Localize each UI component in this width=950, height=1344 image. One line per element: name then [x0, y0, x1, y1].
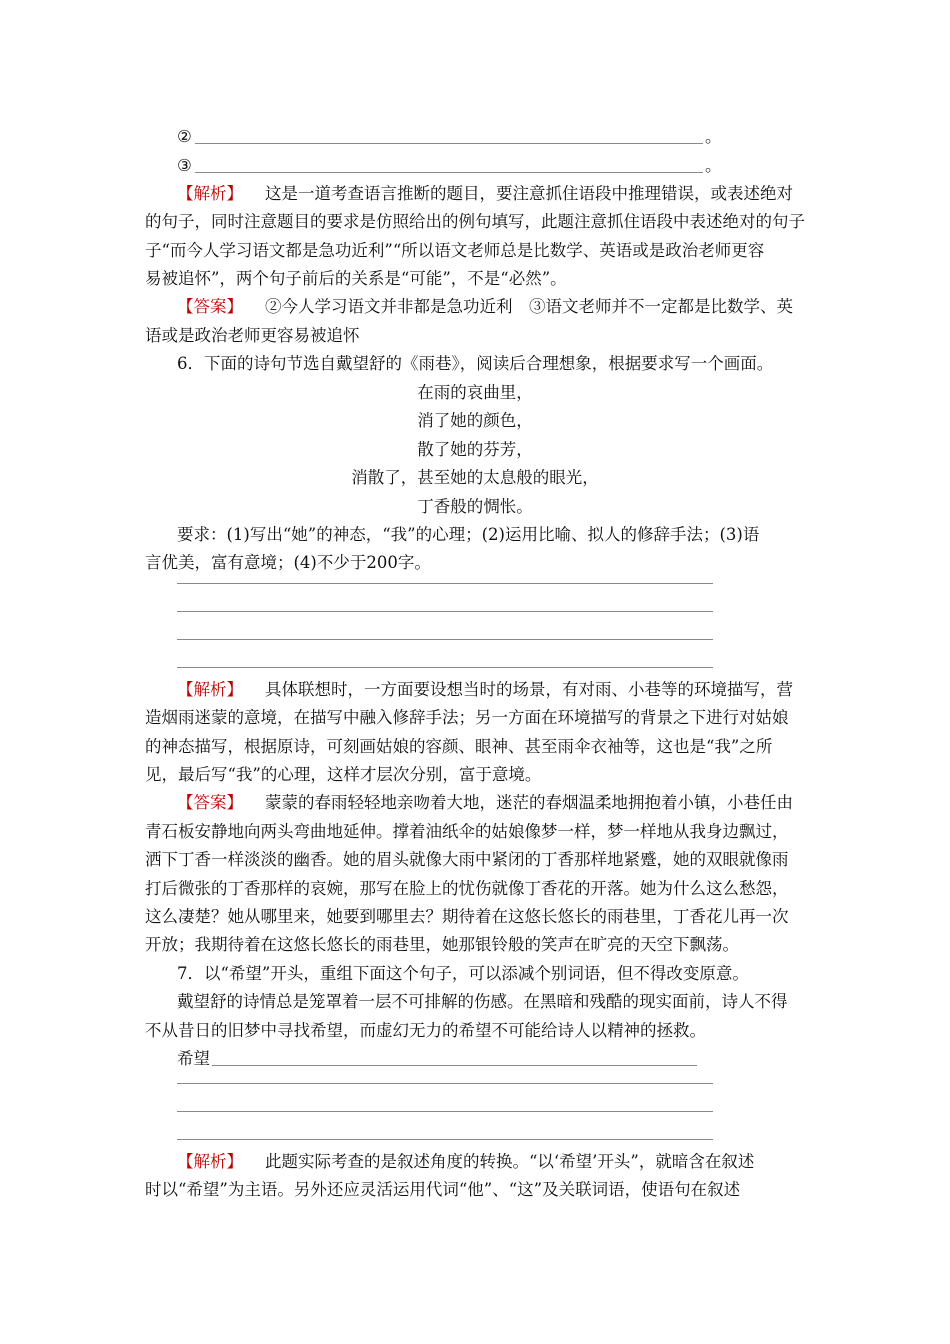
q6-analysis-line-1: 【解析】 具体联想时，一方面要设想当时的场景，有对雨、小巷等的环境描写，营	[177, 680, 793, 699]
poem-line-3: 散了她的芬芳，	[417, 440, 533, 459]
poem-line-5: 丁香般的惆怅。	[417, 497, 533, 516]
poem-line-4: 消散了，甚至她的太息般的眼光，	[351, 468, 599, 487]
q5-analysis-line-1: 【解析】 这是一道考查语言推断的题目，要注意抓住语段中推理错误，或表述绝对	[177, 184, 793, 203]
analysis-tag: 【解析】	[177, 1152, 243, 1171]
q5-analysis-line-2: 的句子，同时注意题目的要求是仿照给出的例句填写，此题注意抓住语段中表述绝对的句子	[145, 212, 805, 231]
q5-analysis-line-3: 子“而今人学习语文都是急功近利”“所以语文老师总是比数学、英语或是政治老师更容	[145, 241, 765, 260]
writing-line-4[interactable]	[177, 667, 713, 668]
blank-marker-3: ③	[177, 156, 192, 175]
q6-analysis-line-4: 见，最后写“我”的心理，这样才层次分别，富于意境。	[145, 765, 542, 784]
q6-answer-line-1: 【答案】 蒙蒙的春雨轻轻地亲吻着大地，迷茫的春烟温柔地拥抱着小镇，小巷任由	[177, 793, 793, 812]
q7-blank-underline[interactable]	[212, 1065, 697, 1066]
q7-writing-line-1[interactable]	[177, 1083, 713, 1084]
q7-sentence-line-2: 不从昔日的旧梦中寻找希望，而虚幻无力的希望不可能给诗人以精神的拯救。	[145, 1021, 706, 1040]
q7-blank-line	[177, 1045, 805, 1073]
blank-period-3: 。	[705, 156, 722, 175]
poem-line-2: 消了她的颜色，	[417, 411, 533, 430]
blank-underline-2[interactable]	[195, 143, 703, 144]
q6-requirements-line-2: 言优美，富有意境；(4)不少于200字。	[145, 553, 431, 572]
blank-period-2: 。	[705, 127, 722, 146]
blank-prefix: 希望	[177, 1049, 210, 1068]
q6-requirements-line-1: 要求：(1)写出“她”的神态，“我”的心理；(2)运用比喻、拟人的修辞手法；(3)语	[177, 525, 760, 544]
writing-line-1[interactable]	[177, 583, 713, 584]
q6-answer-line-5: 这么凄楚？她从哪里来，她要到哪里去？期待着在这悠长悠长的雨巷里，丁香花儿再一次	[145, 907, 789, 926]
q5-answer-line-1: 【答案】 ②今人学习语文并非都是急功近利 ③语文老师并不一定都是比数学、英	[177, 297, 793, 316]
q5-answer-line-2: 语或是政治老师更容易被追怀	[145, 326, 360, 345]
analysis-tag: 【解析】	[177, 184, 243, 203]
q7-stem: 7．以“希望”开头，重组下面这个句子，可以添减个别词语，但不得改变原意。	[177, 964, 749, 983]
q6-answer-line-6: 开放；我期待着在这悠长悠长的雨巷里，她那银铃般的笑声在旷亮的天空下飘荡。	[145, 935, 739, 954]
poem-line-1: 在雨的哀曲里，	[417, 383, 533, 402]
q7-analysis-line-2: 时以“希望”为主语。另外还应灵活运用代词“他”、“这”及关联词语，使语句在叙述	[145, 1180, 741, 1199]
q5-analysis-line-4: 易被追怀”，两个句子前后的关系是“可能”，不是“必然”。	[145, 269, 567, 288]
analysis-tag: 【解析】	[177, 680, 243, 699]
q6-analysis-line-2: 造烟雨迷蒙的意境，在描写中融入修辞手法；另一方面在环境描写的背景之下进行对姑娘	[145, 708, 789, 727]
q7-analysis-line-1: 【解析】 此题实际考查的是叙述角度的转换。“以‘希望’开头”，就暗含在叙述	[177, 1152, 755, 1171]
writing-line-3[interactable]	[177, 639, 713, 640]
blank-marker-2: ②	[177, 127, 192, 146]
q6-answer-line-4: 打后微张的丁香那样的哀婉，那写在脸上的忧伤就像丁香花的开落。她为什么这么愁怨，	[145, 879, 789, 898]
q6-answer-line-3: 洒下丁香一样淡淡的幽香。她的眉头就像大雨中紧闭的丁香那样地紧蹙，她的双眼就像雨	[145, 850, 789, 869]
q6-answer-line-2: 青石板安静地向两头弯曲地延伸。撑着油纸伞的姑娘像梦一样，梦一样地从我身边飘过，	[145, 822, 789, 841]
answer-tag: 【答案】	[177, 793, 243, 812]
answer-tag: 【答案】	[177, 297, 243, 316]
q7-writing-line-2[interactable]	[177, 1111, 713, 1112]
blank-underline-3[interactable]	[195, 172, 703, 173]
q6-stem: 6．下面的诗句节选自戴望舒的《雨巷》，阅读后合理想象，根据要求写一个画面。	[177, 354, 774, 373]
writing-line-2[interactable]	[177, 611, 713, 612]
q6-analysis-line-3: 的神态描写，根据原诗，可刻画姑娘的容颜、眼神、甚至雨伞衣袖等，这也是“我”之所	[145, 737, 773, 756]
q7-writing-line-3[interactable]	[177, 1139, 713, 1140]
q7-sentence-line-1: 戴望舒的诗情总是笼罩着一层不可排解的伤感。在黑暗和残酷的现实面前，诗人不得	[177, 992, 788, 1011]
